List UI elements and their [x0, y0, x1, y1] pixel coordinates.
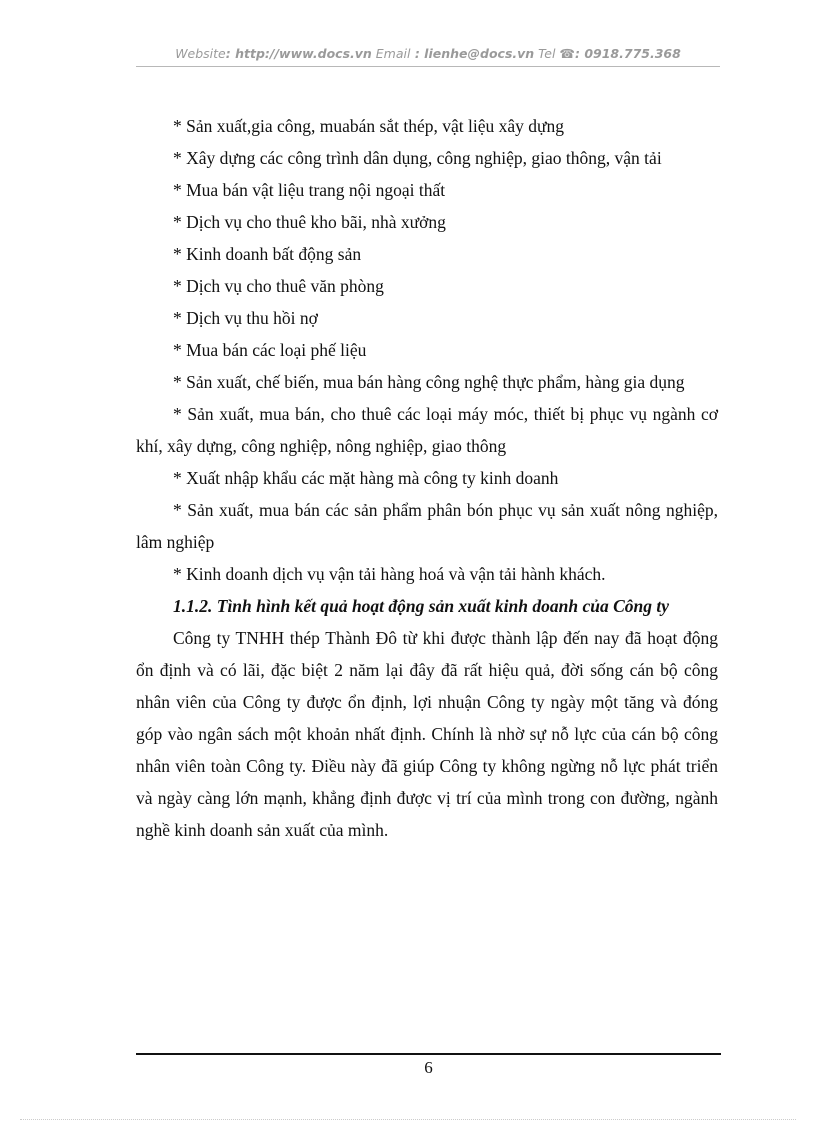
list-item: * Mua bán vật liệu trang nội ngoại thất	[173, 180, 446, 200]
page-number: 6	[424, 1058, 433, 1077]
website-sep: :	[225, 46, 236, 61]
document-body	[136, 110, 718, 846]
list-item-fertilizer: * Sản xuất, mua bán các sản phẩm phân bón phục vụ sản xuất nông nghiệp, lâm nghiệp	[136, 500, 718, 552]
email-address[interactable]: lienhe@docs.vn	[424, 46, 535, 61]
email-sep: :	[410, 46, 425, 61]
list-item-machinery: * Sản xuất, mua bán, cho thuê các loại máy móc, thiết bị phục vụ ngành cơ khí, xây dựng, công nghiệp, nông nghiệp, giao thông	[136, 404, 718, 456]
body-paragraph: Công ty TNHH thép Thành Đô từ khi được thành lập đến nay đã hoạt động ổn định và có lãi, đặc biệt 2 năm lại đây đã rất hiệu quả, đời sống cán bộ công nhân viên của Công ty được ổn định, lợi nhuận Công ty ngày một tăng và đóng góp vào ngân sách một khoản nhất định. Chính là nhờ sự nỗ lực của cán bộ công nhân viên toàn Công ty. Điều này đã giúp Công ty không ngừng nỗ lực phát triển và ngày càng lớn mạnh, khẳng định được vị trí của mình trong con đường, ngành nghề kinh doanh sản xuất của mình.	[136, 628, 718, 840]
tel-number: 0918.775.368	[584, 46, 681, 61]
list-item: * Sản xuất,gia công, muabán sắt thép, vật liệu xây dựng	[173, 116, 564, 136]
list-item: * Mua bán các loại phế liệu	[173, 340, 367, 360]
tel-sep: :	[574, 46, 585, 61]
list-item-transport: * Kinh doanh dịch vụ vận tải hàng hoá và vận tải hành khách.	[173, 564, 606, 584]
tel-label: Tel	[534, 46, 560, 61]
page-bottom-edge	[20, 1119, 796, 1120]
footer-divider	[136, 1053, 721, 1055]
website-label: Website	[175, 46, 226, 61]
list-item: * Kinh doanh bất động sản	[173, 244, 362, 264]
list-item: * Dịch vụ cho thuê kho bãi, nhà xưởng	[173, 212, 446, 232]
list-item-food-processing: * Sản xuất, chế biến, mua bán hàng công nghệ thực phẩm, hàng gia dụng	[173, 372, 685, 392]
website-url[interactable]: http://www.docs.vn	[235, 46, 372, 61]
header-divider	[136, 66, 720, 67]
page-header	[136, 46, 720, 61]
list-item: * Dịch vụ thu hồi nợ	[173, 308, 318, 328]
list-item-import-export: * Xuất nhập khẩu các mặt hàng mà công ty kinh doanh	[173, 468, 559, 488]
list-item: * Dịch vụ cho thuê văn phòng	[173, 276, 384, 296]
section-heading: 1.1.2. Tình hình kết quả hoạt động sản xuất kinh doanh của Công ty	[173, 596, 669, 616]
phone-icon: ☎	[559, 46, 575, 61]
list-item: * Xây dựng các công trình dân dụng, công nghiệp, giao thông, vận tải	[173, 148, 662, 168]
email-label: Email	[371, 46, 411, 61]
